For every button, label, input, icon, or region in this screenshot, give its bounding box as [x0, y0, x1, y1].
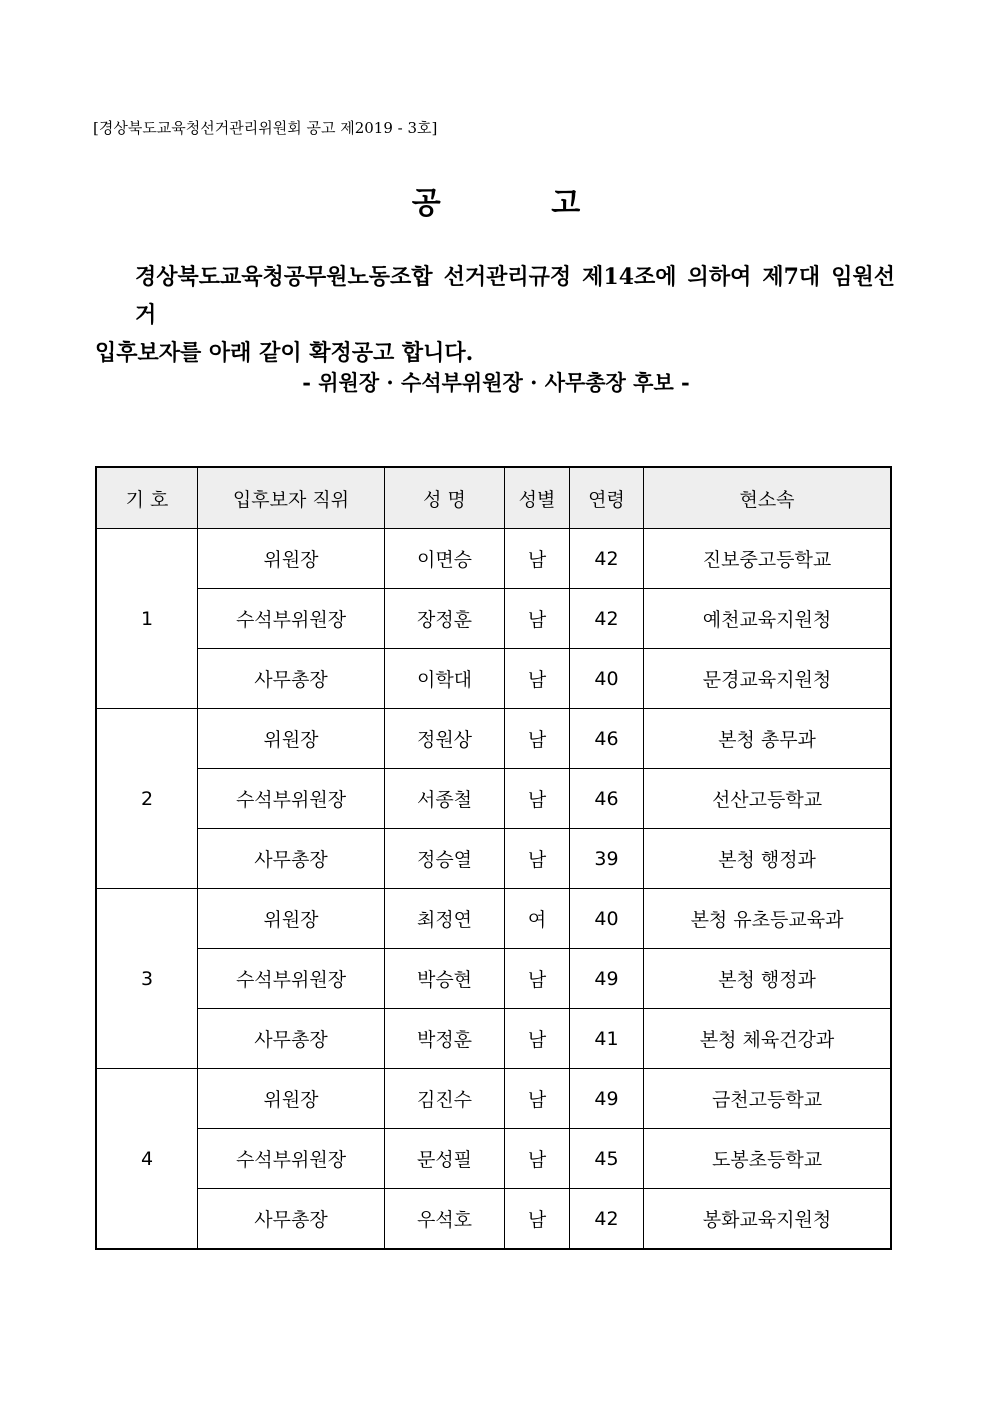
sex-cell: 남: [505, 1189, 570, 1250]
table-row: [96, 889, 891, 949]
header-name: 성 명: [385, 467, 505, 529]
age-cell: 40: [570, 649, 644, 709]
table-row: [96, 769, 891, 829]
name-cell: 장정훈: [385, 589, 505, 649]
table-row: [96, 949, 891, 1009]
age-cell: 39: [570, 829, 644, 889]
candidate-table-body: [96, 529, 891, 1250]
position-cell: 사무총장: [198, 829, 385, 889]
announcement-line-1: 경상북도교육청공무원노동조합 선거관리규정 제14조에 의하여 제7대 임원선거: [135, 264, 895, 328]
position-cell: 위원장: [198, 1069, 385, 1129]
sex-cell: 남: [505, 529, 570, 589]
position-cell: 위원장: [198, 889, 385, 949]
affiliation-cell: 금천고등학교: [644, 1069, 892, 1129]
affiliation-cell: 문경교육지원청: [644, 649, 892, 709]
name-cell: 우석호: [385, 1189, 505, 1250]
name-cell: 정원상: [385, 709, 505, 769]
name-cell: 문성필: [385, 1129, 505, 1189]
affiliation-cell: 진보중고등학교: [644, 529, 892, 589]
affiliation-cell: 본청 행정과: [644, 949, 892, 1009]
position-cell: 위원장: [198, 529, 385, 589]
table-row: [96, 1069, 891, 1129]
ballot-number-cell: 4: [96, 1069, 198, 1250]
affiliation-cell: 본청 유초등교육과: [644, 889, 892, 949]
table-row: [96, 649, 891, 709]
affiliation-cell: 예천교육지원청: [644, 589, 892, 649]
header-number: 기 호: [96, 467, 198, 529]
position-cell: 수석부위원장: [198, 1129, 385, 1189]
position-cell: 수석부위원장: [198, 949, 385, 1009]
name-cell: 최정연: [385, 889, 505, 949]
sex-cell: 남: [505, 1069, 570, 1129]
announcement-line-2: 입후보자를 아래 같이 확정공고 합니다.: [95, 340, 474, 366]
age-cell: 42: [570, 589, 644, 649]
position-cell: 사무총장: [198, 1189, 385, 1250]
age-cell: 49: [570, 949, 644, 1009]
announcement-body: [95, 258, 895, 372]
position-cell: 수석부위원장: [198, 769, 385, 829]
table-header-row: [96, 467, 891, 529]
sex-cell: 남: [505, 649, 570, 709]
affiliation-cell: 선산고등학교: [644, 769, 892, 829]
notice-reference: [경상북도교육청선거관리위원회 공고 제2019 - 3호]: [93, 119, 438, 137]
sex-cell: 여: [505, 889, 570, 949]
age-cell: 40: [570, 889, 644, 949]
table-row: [96, 829, 891, 889]
candidate-table: [95, 466, 892, 1250]
name-cell: 김진수: [385, 1069, 505, 1129]
sex-cell: 남: [505, 769, 570, 829]
table-row: [96, 1009, 891, 1069]
sex-cell: 남: [505, 589, 570, 649]
table-row: [96, 1129, 891, 1189]
position-cell: 수석부위원장: [198, 589, 385, 649]
name-cell: 박승현: [385, 949, 505, 1009]
position-cell: 사무총장: [198, 1009, 385, 1069]
sex-cell: 남: [505, 1009, 570, 1069]
affiliation-cell: 본청 총무과: [644, 709, 892, 769]
age-cell: 42: [570, 1189, 644, 1250]
table-row: [96, 1189, 891, 1250]
age-cell: 41: [570, 1009, 644, 1069]
header-age: 연령: [570, 467, 644, 529]
name-cell: 서종철: [385, 769, 505, 829]
age-cell: 46: [570, 709, 644, 769]
position-cell: 위원장: [198, 709, 385, 769]
section-subtitle: - 위원장 · 수석부위원장 · 사무총장 후보 -: [302, 370, 690, 395]
age-cell: 46: [570, 769, 644, 829]
position-cell: 사무총장: [198, 649, 385, 709]
header-sex: 성별: [505, 467, 570, 529]
age-cell: 45: [570, 1129, 644, 1189]
header-position: 입후보자 직위: [198, 467, 385, 529]
sex-cell: 남: [505, 1129, 570, 1189]
name-cell: 이면승: [385, 529, 505, 589]
sex-cell: 남: [505, 709, 570, 769]
ballot-number-cell: 1: [96, 529, 198, 709]
affiliation-cell: 도봉초등학교: [644, 1129, 892, 1189]
name-cell: 정승열: [385, 829, 505, 889]
sex-cell: 남: [505, 829, 570, 889]
page-title: 공 고: [411, 186, 581, 221]
header-affiliation: 현소속: [644, 467, 892, 529]
affiliation-cell: 본청 체육건강과: [644, 1009, 892, 1069]
table-row: [96, 709, 891, 769]
sex-cell: 남: [505, 949, 570, 1009]
ballot-number-cell: 2: [96, 709, 198, 889]
table-row: [96, 529, 891, 589]
name-cell: 이학대: [385, 649, 505, 709]
table-row: [96, 589, 891, 649]
name-cell: 박정훈: [385, 1009, 505, 1069]
age-cell: 49: [570, 1069, 644, 1129]
age-cell: 42: [570, 529, 644, 589]
affiliation-cell: 본청 행정과: [644, 829, 892, 889]
affiliation-cell: 봉화교육지원청: [644, 1189, 892, 1250]
ballot-number-cell: 3: [96, 889, 198, 1069]
